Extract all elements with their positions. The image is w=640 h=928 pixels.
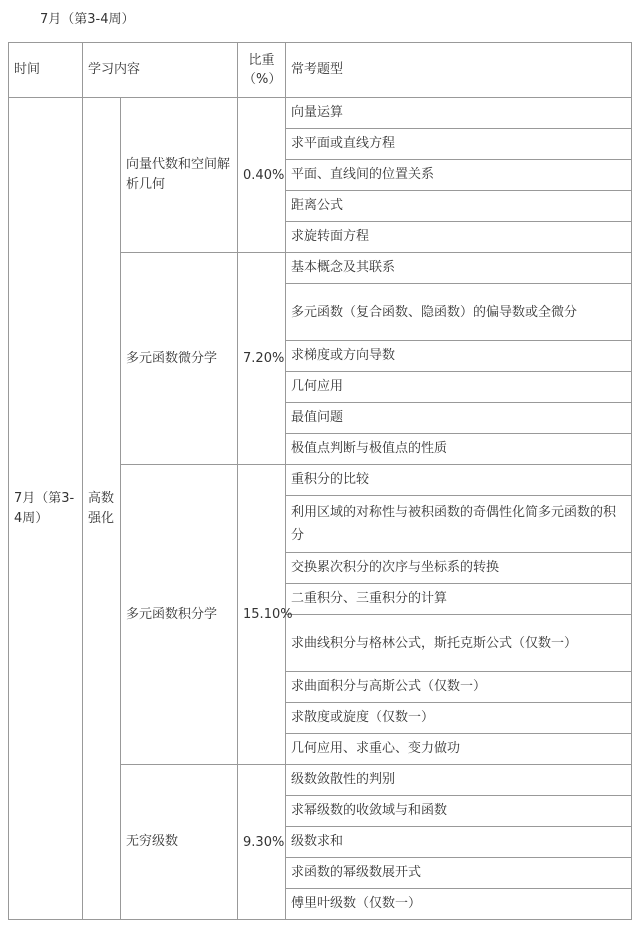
header-time: 时间 <box>9 43 83 98</box>
topic-cell: 求幂级数的收敛域与和函数 <box>286 796 632 827</box>
module-weight: 15.10% <box>238 465 286 765</box>
module-weight: 0.40% <box>238 98 286 253</box>
topic-cell: 二重积分、三重积分的计算 <box>286 584 632 615</box>
topic-cell: 求旋转面方程 <box>286 222 632 253</box>
module-name: 多元函数微分学 <box>121 253 238 465</box>
header-weight: 比重（%） <box>238 43 286 98</box>
header-content: 学习内容 <box>83 43 238 98</box>
study-plan-table <box>8 42 632 920</box>
topic-cell: 几何应用 <box>286 372 632 403</box>
module-weight: 7.20% <box>238 253 286 465</box>
topic-cell: 几何应用、求重心、变力做功 <box>286 734 632 765</box>
topic-cell: 求曲面积分与高斯公式（仅数一） <box>286 672 632 703</box>
topic-cell: 利用区域的对称性与被积函数的奇偶性化简多元函数的积分 <box>286 496 632 553</box>
topic-cell: 级数敛散性的判别 <box>286 765 632 796</box>
topic-cell: 级数求和 <box>286 827 632 858</box>
time-cell: 7月（第3-4周） <box>9 98 83 920</box>
subject-cell: 高数强化 <box>83 98 121 920</box>
topic-cell: 向量运算 <box>286 98 632 129</box>
module-name: 无穷级数 <box>121 765 238 920</box>
module-name: 多元函数积分学 <box>121 465 238 765</box>
topic-cell: 平面、直线间的位置关系 <box>286 160 632 191</box>
topic-cell: 交换累次积分的次序与坐标系的转换 <box>286 553 632 584</box>
topic-cell: 极值点判断与极值点的性质 <box>286 434 632 465</box>
topic-cell: 重积分的比较 <box>286 465 632 496</box>
topic-cell: 最值问题 <box>286 403 632 434</box>
header-row <box>9 43 632 98</box>
topic-cell: 距离公式 <box>286 191 632 222</box>
topic-cell: 求曲线积分与格林公式，斯托克斯公式（仅数一） <box>286 615 632 672</box>
table-row <box>9 98 632 129</box>
topic-cell: 多元函数（复合函数、隐函数）的偏导数或全微分 <box>286 284 632 341</box>
header-types: 常考题型 <box>286 43 632 98</box>
topic-cell: 傅里叶级数（仅数一） <box>286 889 632 920</box>
module-weight: 9.30% <box>238 765 286 920</box>
topic-cell: 求函数的幂级数展开式 <box>286 858 632 889</box>
topic-cell: 求梯度或方向导数 <box>286 341 632 372</box>
topic-cell: 基本概念及其联系 <box>286 253 632 284</box>
topic-cell: 求平面或直线方程 <box>286 129 632 160</box>
module-name: 向量代数和空间解析几何 <box>121 98 238 253</box>
section-heading: 7月（第3-4周） <box>40 12 135 27</box>
topic-cell: 求散度或旋度（仅数一） <box>286 703 632 734</box>
